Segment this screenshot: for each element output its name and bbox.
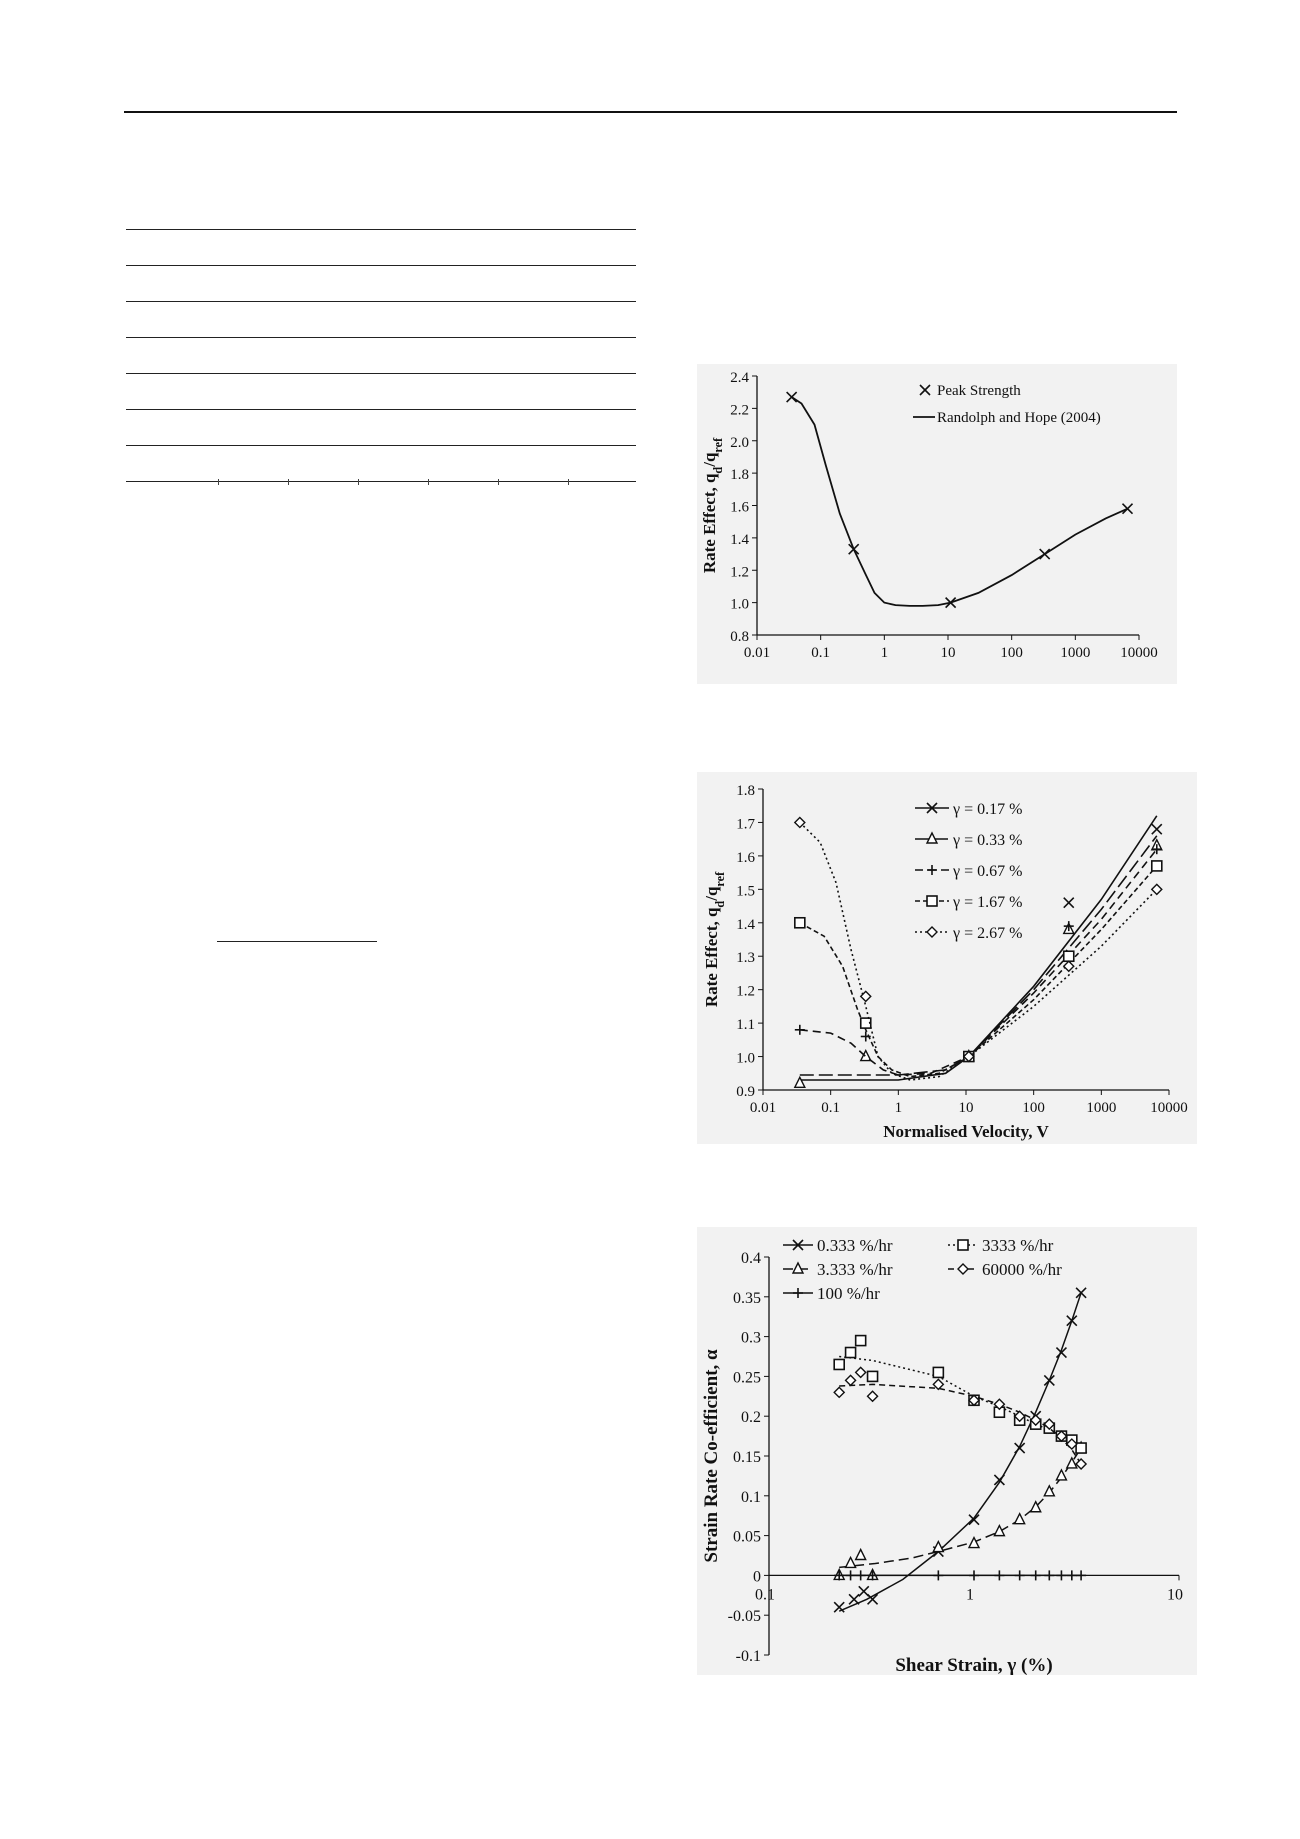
series-point-0 <box>1044 1375 1054 1385</box>
x-tick-label: 10000 <box>1120 645 1158 661</box>
y-axis-label-part: Rate Effect, q <box>702 907 721 1008</box>
series-point-2 <box>1076 1570 1086 1580</box>
series-point-3 <box>933 1367 943 1377</box>
series-point-1 <box>1067 1458 1077 1468</box>
series-point-0 <box>849 1594 859 1604</box>
y-axis-label-part: /q <box>700 452 719 467</box>
peak-strength-point <box>1123 504 1133 514</box>
x-tick-label: 1 <box>894 1100 903 1116</box>
y-tick-label: 2.2 <box>730 402 749 419</box>
series-point-4 <box>846 1375 856 1385</box>
series-point-0 <box>1015 1443 1025 1453</box>
legend-label-1: 3.333 %/hr <box>817 1260 893 1279</box>
page-header-rule <box>124 111 1177 113</box>
y-tick-label: 0.15 <box>733 1449 761 1466</box>
y-axis-label-part: Rate Effect, q <box>700 473 719 574</box>
series-point-1 <box>846 1557 856 1567</box>
legend-marker-1 <box>927 833 937 843</box>
series-point-2 <box>933 1570 943 1580</box>
legend-label: Randolph and Hope (2004) <box>937 410 1101 426</box>
x-tick-label: 0.01 <box>749 1100 777 1116</box>
series-point-2 <box>994 1570 1004 1580</box>
y-axis-label-part: /q <box>702 886 721 901</box>
legend-marker-4 <box>927 927 937 937</box>
y-tick-label: 0.05 <box>733 1528 761 1546</box>
series-point-1 <box>1015 1514 1025 1524</box>
y-tick-label: 1.5 <box>736 883 755 900</box>
y-tick-label: 1.6 <box>730 499 749 516</box>
chart-rate-effect-strain-levels <box>697 772 1197 1144</box>
series-point-2 <box>1044 1570 1054 1580</box>
x-tick-label: 0.1 <box>755 1586 775 1604</box>
legend-label-4: 60000 %/hr <box>982 1260 1062 1279</box>
series-point-0 <box>1152 824 1162 834</box>
y-tick-label: 0.25 <box>733 1369 761 1387</box>
x-tick-label: 100 <box>1000 645 1023 661</box>
legend-label-2: 100 %/hr <box>817 1284 880 1303</box>
series-point-1 <box>969 1538 979 1548</box>
series-point-1 <box>795 1077 805 1087</box>
series-line-1 <box>839 1448 1081 1567</box>
y-tick-label: 0.8 <box>730 629 749 645</box>
legend-marker-4 <box>958 1264 968 1274</box>
y-axis-label-subscript: d <box>713 900 727 908</box>
x-tick-label: 10 <box>1167 1586 1183 1604</box>
chart-rate-effect-peak <box>697 364 1177 684</box>
x-tick-label: 0.1 <box>811 645 831 661</box>
y-tick-label: 0.3 <box>741 1329 761 1347</box>
legend-label-0: γ = 0.17 % <box>953 801 1023 818</box>
series-point-0 <box>1067 1316 1077 1326</box>
y-tick-label: 0.2 <box>741 1409 761 1427</box>
series-point-3 <box>795 918 805 928</box>
legend-label: Peak Strength <box>937 383 1021 399</box>
figure-rate-effect-strain-levels <box>697 772 1197 1144</box>
equation-fraction-bar <box>217 941 377 942</box>
x-tick-label: 1 <box>966 1586 974 1604</box>
y-tick-label: 1.4 <box>736 916 755 933</box>
series-point-4 <box>856 1367 866 1377</box>
x-tick-label: 10000 <box>1150 1100 1188 1116</box>
series-point-4 <box>1152 884 1162 894</box>
x-axis-label: Shear Strain, γ (%) <box>895 1655 1053 1675</box>
series-line-4 <box>800 822 1157 1080</box>
y-tick-label: 1.6 <box>736 849 755 866</box>
x-tick-label: 0.1 <box>821 1100 841 1116</box>
legend-marker-2 <box>793 1288 803 1298</box>
y-tick-label: -0.1 <box>735 1648 761 1665</box>
series-point-3 <box>868 1371 878 1381</box>
table-rules <box>126 229 636 489</box>
legend-marker-peak-strength <box>920 385 930 395</box>
y-tick-label: 1.8 <box>736 783 755 799</box>
y-tick-label: 1.2 <box>730 564 749 581</box>
series-point-4 <box>1076 1459 1086 1469</box>
y-tick-label: 1.3 <box>736 950 755 967</box>
legend-marker-3 <box>927 896 937 906</box>
series-line-0 <box>800 816 1157 1080</box>
y-tick-label: 0.4 <box>741 1250 761 1267</box>
series-point-1 <box>856 1550 866 1560</box>
legend-label-3: γ = 1.67 % <box>953 894 1023 911</box>
legend-marker-3 <box>958 1240 968 1250</box>
figure-strain-rate-coefficient <box>697 1227 1197 1675</box>
y-tick-label: 2.0 <box>730 434 749 451</box>
y-tick-label: 1.8 <box>730 467 749 484</box>
series-point-2 <box>846 1570 856 1580</box>
y-axis-label: Strain Rate Co-efficient, α <box>701 1349 722 1563</box>
y-axis-label-subscript: d <box>711 466 725 474</box>
series-randolph-hope-line <box>792 397 1128 606</box>
y-tick-label: 1.0 <box>736 1050 755 1067</box>
y-tick-label: 1.0 <box>730 596 749 613</box>
x-tick-label: 10 <box>940 645 956 661</box>
series-point-2 <box>1056 1570 1066 1580</box>
series-point-0 <box>1076 1288 1086 1298</box>
peak-strength-point <box>849 544 859 554</box>
x-axis-label: Normalised Velocity, V <box>883 1122 1049 1141</box>
series-point-2 <box>795 1025 805 1035</box>
legend-marker-1 <box>793 1263 803 1273</box>
peak-strength-point <box>787 392 797 402</box>
series-point-1 <box>933 1542 943 1552</box>
series-point-4 <box>795 817 805 827</box>
series-point-3 <box>846 1348 856 1358</box>
x-tick-label: 1000 <box>1060 645 1091 661</box>
legend-label-0: 0.333 %/hr <box>817 1236 893 1255</box>
legend-label-4: γ = 2.67 % <box>953 925 1023 942</box>
series-point-1 <box>994 1526 1004 1536</box>
x-tick-label: 1 <box>880 645 889 661</box>
series-line-3 <box>839 1357 1081 1449</box>
series-point-0 <box>969 1515 979 1525</box>
y-tick-label: 0.1 <box>741 1488 761 1506</box>
series-point-2 <box>1015 1570 1025 1580</box>
series-point-2 <box>1031 1570 1041 1580</box>
y-tick-label: 0 <box>753 1568 761 1586</box>
series-point-4 <box>1064 961 1074 971</box>
series-point-3 <box>1064 951 1074 961</box>
x-tick-label: 0.01 <box>743 645 771 661</box>
y-axis-label <box>702 871 727 1007</box>
series-point-2 <box>969 1570 979 1580</box>
y-axis-label-subscript: ref <box>713 871 727 887</box>
y-axis-label <box>700 437 725 573</box>
figure-rate-effect-peak <box>697 364 1177 684</box>
x-tick-label: 1000 <box>1086 1100 1117 1116</box>
chart-strain-rate-coefficient <box>697 1227 1197 1675</box>
series-line-2 <box>800 849 1157 1075</box>
y-tick-label: 0.35 <box>733 1289 761 1307</box>
series-point-2 <box>1067 1570 1077 1580</box>
series-point-3 <box>1076 1443 1086 1453</box>
y-tick-label: 1.2 <box>736 983 755 1000</box>
peak-strength-point <box>1040 549 1050 559</box>
series-point-3 <box>1152 861 1162 871</box>
series-point-3 <box>856 1336 866 1346</box>
y-tick-label: 1.1 <box>736 1017 755 1034</box>
x-tick-label: 10 <box>958 1100 974 1116</box>
legend-marker-2 <box>927 865 937 875</box>
y-tick-label: 0.9 <box>736 1084 755 1100</box>
legend-label-3: 3333 %/hr <box>982 1236 1054 1255</box>
series-point-0 <box>1064 898 1074 908</box>
series-point-4 <box>868 1391 878 1401</box>
y-tick-label: -0.05 <box>727 1608 761 1626</box>
series-point-4 <box>834 1387 844 1397</box>
legend-label-2: γ = 0.67 % <box>953 863 1023 880</box>
series-point-3 <box>834 1359 844 1369</box>
y-tick-label: 2.4 <box>730 370 749 386</box>
x-tick-label: 100 <box>1022 1100 1045 1116</box>
y-axis-label-subscript: ref <box>711 437 725 453</box>
legend-label-1: γ = 0.33 % <box>953 832 1023 849</box>
y-tick-label: 1.7 <box>736 816 755 833</box>
series-point-2 <box>856 1570 866 1580</box>
y-tick-label: 1.4 <box>730 531 749 548</box>
